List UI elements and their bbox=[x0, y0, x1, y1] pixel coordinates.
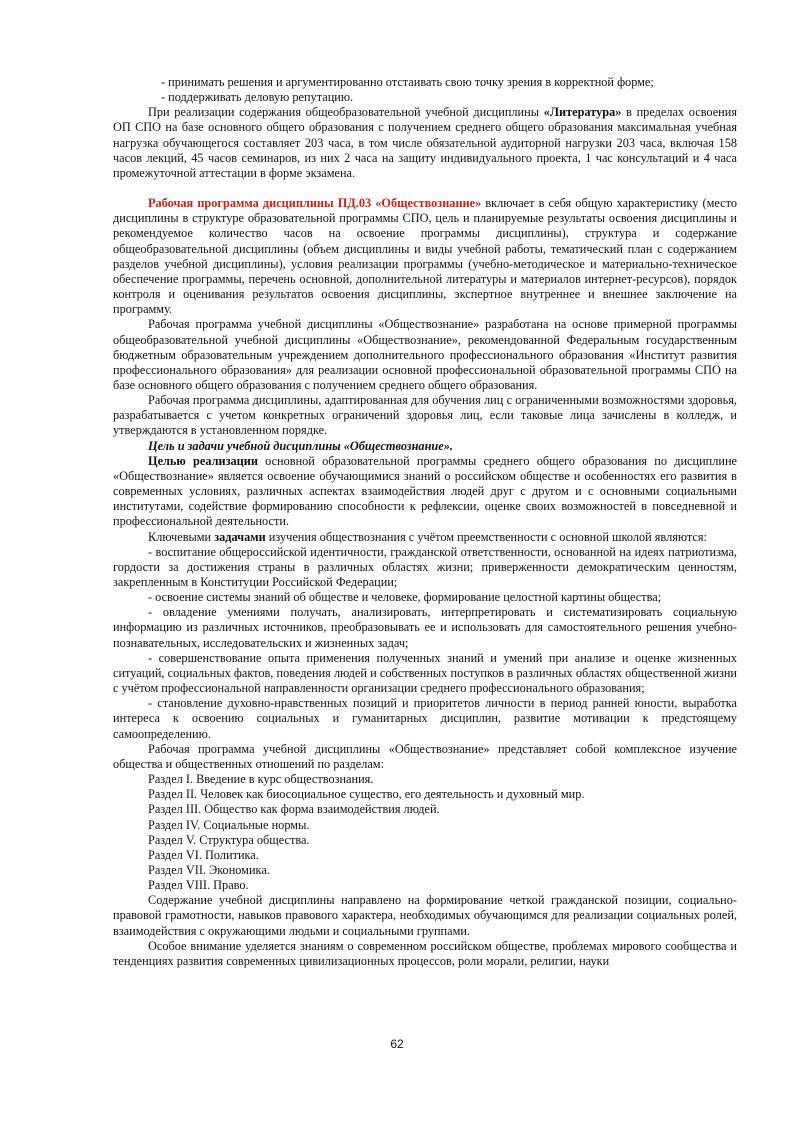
bullet-line: - принимать решения и аргументированно отстаивать свою точку зрения в корректной форме; bbox=[161, 75, 654, 89]
section-item: Раздел IV. Социальные нормы. bbox=[148, 817, 310, 832]
text-run: основной образовательной программы среднего общего образования по дисциплине «Обществознание» является освоение обучающимися знаний о российском обществе и особенностях его развития в современных условиях, различных аспектах взаимодействия людей друг с другом и с основными социальными институтами, содействие формированию способности к рефлексии, оценке своих возможностей в повседневной и профессиональной деятельности. bbox=[113, 453, 737, 529]
paragraph-implementation bbox=[113, 105, 737, 181]
section-item: Раздел I. Введение в курс обществознания. bbox=[148, 772, 374, 787]
text-run: в пределах освоения ОП СПО на базе основного общего образования с получением среднего общего образования максимальная учебная нагрузка обучающегося составляет 203 часа, в том числе обязательной аудиторной нагрузки 203 часа, включая 158 часов лекций, 45 часов семинаров, из них 2 часа на защиту индивидуального проекта, 1 час консультаций и 4 часа промежуточной аттестации в форме экзамена. bbox=[113, 105, 737, 180]
paragraph-tasks bbox=[113, 530, 737, 545]
bold-tasks-term: задачами bbox=[214, 529, 266, 544]
section-item: Раздел VIII. Право. bbox=[148, 878, 249, 893]
page-body bbox=[113, 75, 737, 969]
section-item: Раздел III. Общество как форма взаимодействия людей. bbox=[148, 802, 440, 817]
section-item: Раздел II. Человек как биосоциальное существо, его деятельность и духовный мир. bbox=[148, 787, 585, 802]
section-item: Раздел VII. Экономика. bbox=[148, 862, 270, 877]
program-title-highlight: Рабочая программа дисциплины ПД.03 «Обществознание» bbox=[148, 196, 482, 211]
section-item: Раздел VI. Политика. bbox=[148, 847, 259, 862]
paragraph-goal bbox=[113, 454, 737, 530]
text-run: включает в себя общую характеристику (место дисциплины в структуре образовательной программы СПО, цель и планируемые результаты освоения дисциплины и рекомендуемое количество часов на освоение программы дисциплины), структура и содержание общеобразовательной дисциплины (объем дисциплины и виды учебной работы, тематический план с содержанием разделов учебной дисциплины), условия реализации программы (учебно-методическое и материально-техническое обеспечение программы, перечень основной, дополнительной литературы и материалов интернет-ресурсов), порядок контроля и оценивания результатов освоения дисциплины, экспертное внутреннее и внешнее заключение на программу. bbox=[113, 196, 737, 317]
text-run: изучения обществознания с учётом преемственности с основной школой являются: bbox=[265, 529, 707, 544]
bold-course-name: «Литература» bbox=[543, 105, 622, 120]
bullet-line: - поддерживать деловую репутацию. bbox=[161, 90, 354, 105]
paragraph-content: Содержание учебной дисциплины направлено на формирование четкой гражданской позиции, социально-правовой грамотности, навыков правового характера, необходимых обучающимся для реализации социальных ролей, взаимодействия с окружающими людьми и социальными группами. bbox=[113, 893, 737, 938]
task-item: - совершенствование опыта применения полученных знаний и умений при анализе и оценке жизненных ситуаций, социальных фактов, поведения людей и собственных поступков в различных областях общественной жизни с учётом профессиональной направленности организации среднего профессионального образования; bbox=[113, 650, 737, 696]
paragraph-adapted: Рабочая программа дисциплины, адаптированная для обучения лиц с ограниченными возможностями здоровья, разрабатывается с учетом конкретных ограничений здоровья лиц, если таковые лица зачислены в колледж, и утверждаются в установленном порядке. bbox=[113, 393, 737, 438]
text-run: При реализации содержания общеобразовательной учебной дисциплины bbox=[148, 105, 544, 120]
paragraph-sections-intro: Рабочая программа учебной дисциплины «Обществознание» представляет собой комплексное изучение общества и общественных отношений по разделам: bbox=[113, 741, 737, 771]
task-item: - освоение системы знаний об обществе и человеке, формирование целостной картины общества; bbox=[148, 590, 662, 605]
task-item: - воспитание общероссийской идентичности, гражданской ответственности, основанной на идеях патриотизма, гордости за достижения страны в различных областях жизни; приверженности демократическим ценностям, закрепленным в Конституции Российской Федерации; bbox=[113, 544, 737, 589]
paragraph-basis: Рабочая программа учебной дисциплины «Обществознание» разработана на основе примерной программы общеобразовательной учебной дисциплины «Обществознание», рекомендованной Федеральным государственным бюджетным образовательным учреждением дополнительного профессионального образования «Институт развития профессионального образования» для реализации основной профессиональной образовательной программы СПО на базе основного общего образования с получением среднего общего образования. bbox=[113, 317, 737, 392]
text-run: Ключевыми bbox=[148, 529, 215, 544]
bold-goal-term: Целью реализации bbox=[148, 453, 258, 468]
paragraph-program bbox=[113, 196, 737, 317]
paragraph-spacer bbox=[113, 181, 737, 196]
goals-heading: Цель и задачи учебной дисциплины «Обществознание». bbox=[148, 438, 453, 453]
page-number: 62 bbox=[390, 1037, 404, 1051]
section-item: Раздел V. Структура общества. bbox=[148, 832, 310, 847]
task-item: - овладение умениями получать, анализировать, интерпретировать и систематизировать социальную информацию из различных источников, преобразовывать ее и использовать для самостоятельного решения учебно-познавательных, исследовательских и жизненных задач; bbox=[113, 605, 737, 650]
task-item: - становление духовно-нравственных позиций и приоритетов личности в период ранней юности, выработка интереса к освоению социальных и гуманитарных дисциплин, развитие мотивации к предстоящему самоопределению. bbox=[113, 696, 737, 741]
paragraph-attention: Особое внимание уделяется знаниям о современном российском обществе, проблемах мирового сообщества и тенденциях развития современных цивилизационных процессов, роли морали, религии, науки bbox=[113, 938, 737, 968]
